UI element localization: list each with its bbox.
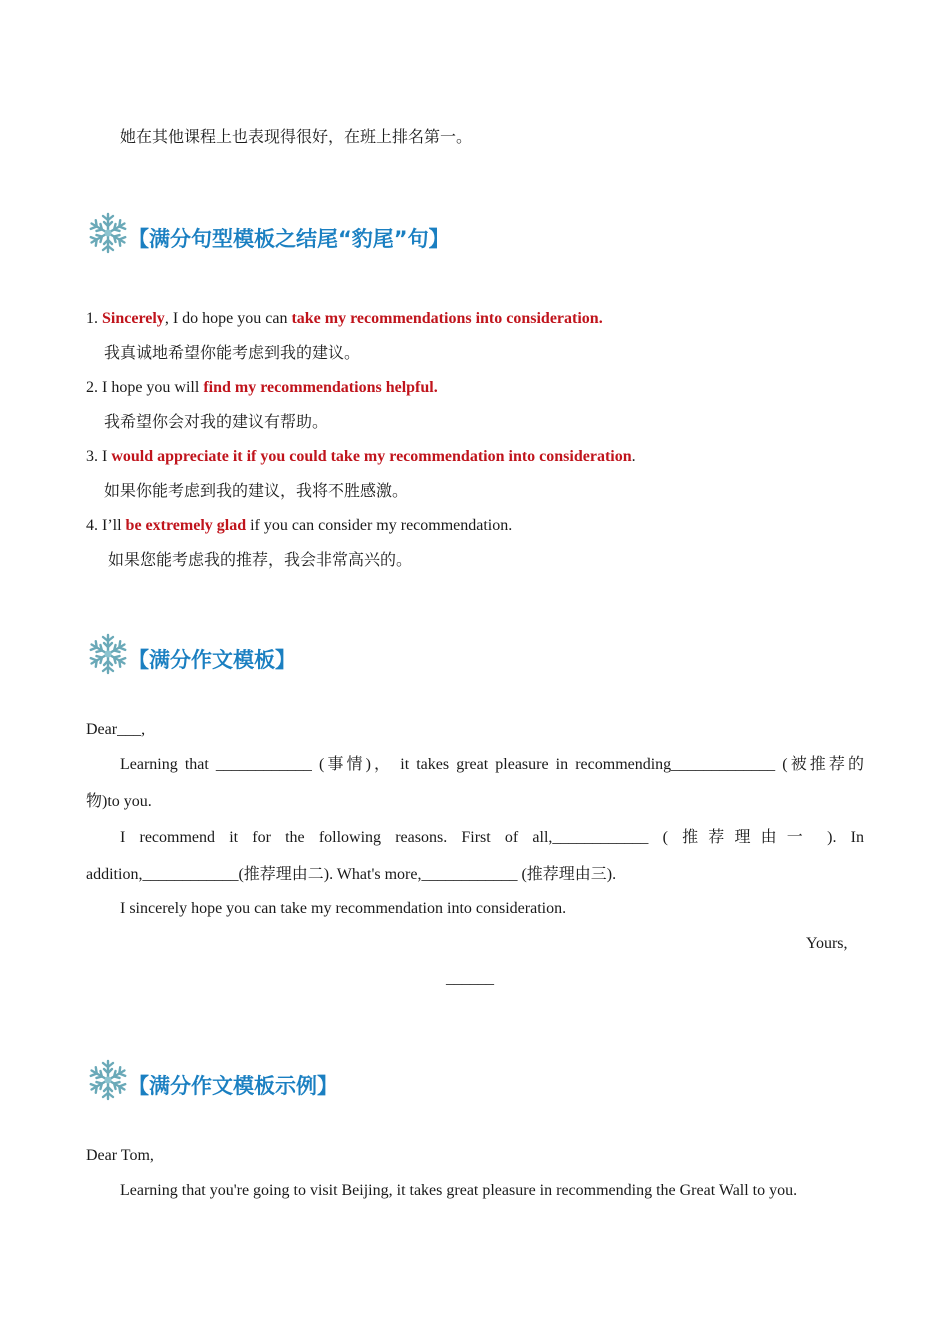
- example-para1: Learning that you're going to visit Beijing, it takes great pleasure in recommending the Great Wall to you.: [120, 1182, 798, 1199]
- section-template-title: 【满分作文模板】: [128, 648, 296, 672]
- section-ending-heading: [86, 210, 450, 256]
- item-number: 3.: [86, 448, 102, 465]
- template-para2-line1: I recommend it for the following reasons. First of all,____________ ( 推荐理由一 ). In: [120, 829, 864, 846]
- item-number: 1.: [86, 310, 102, 327]
- section-ending-title: 【满分句型模板之结尾“豹尾”句】: [128, 227, 450, 251]
- template-para2-line2: addition,____________(推荐理由二). What's more,____________ (推荐理由三).: [86, 866, 617, 883]
- intro-cn-line: 她在其他课程上也表现得很好，在班上排名第一。: [120, 129, 473, 146]
- list-item: [86, 309, 603, 329]
- snowflake-icon: [86, 211, 130, 255]
- list-item: [86, 516, 512, 536]
- highlight-text: would appreciate it if you could take my recommendation into consideration: [111, 448, 632, 465]
- template-closing: Yours,: [806, 935, 848, 952]
- section-example-heading: [86, 1057, 338, 1103]
- highlight-text: find my recommendations helpful.: [203, 379, 438, 396]
- item-translation: 我希望你会对我的建议有帮助。: [104, 414, 329, 431]
- plain-text: I hope you will: [102, 379, 204, 396]
- plain-text: I: [102, 448, 112, 465]
- highlight-text: take my recommendations into consideration.: [291, 310, 603, 327]
- highlight-text: be extremely glad: [125, 517, 247, 534]
- plain-text: .: [631, 448, 636, 465]
- snowflake-icon: [86, 1058, 130, 1102]
- item-translation: 我真诚地希望你能考虑到我的建议。: [104, 345, 361, 362]
- template-salutation: Dear___,: [86, 721, 146, 738]
- plain-text: I’ll: [102, 517, 126, 534]
- item-translation: 如果您能考虑我的推荐，我会非常高兴的。: [108, 552, 413, 569]
- list-item: [86, 378, 438, 398]
- section-example-title: 【满分作文模板示例】: [128, 1074, 338, 1098]
- item-number: 2.: [86, 379, 102, 396]
- plain-text: , I do hope you can: [164, 310, 292, 327]
- highlight-text: Sincerely: [102, 310, 165, 327]
- plain-text: if you can consider my recommendation.: [246, 517, 513, 534]
- template-signature: ______: [446, 970, 494, 987]
- section-template-heading: [86, 631, 296, 677]
- snowflake-icon: [86, 632, 130, 676]
- item-translation: 如果你能考虑到我的建议，我将不胜感激。: [104, 483, 409, 500]
- item-number: 4.: [86, 517, 102, 534]
- template-para1-line2: 物)to you.: [86, 793, 152, 810]
- example-salutation: Dear Tom,: [86, 1147, 154, 1164]
- list-item: [86, 447, 636, 467]
- template-para1-line1: Learning that ____________ (事情)， it takes great pleasure in recommending_____________ (被推荐的: [120, 756, 864, 773]
- template-para3: I sincerely hope you can take my recommendation into consideration.: [120, 900, 567, 917]
